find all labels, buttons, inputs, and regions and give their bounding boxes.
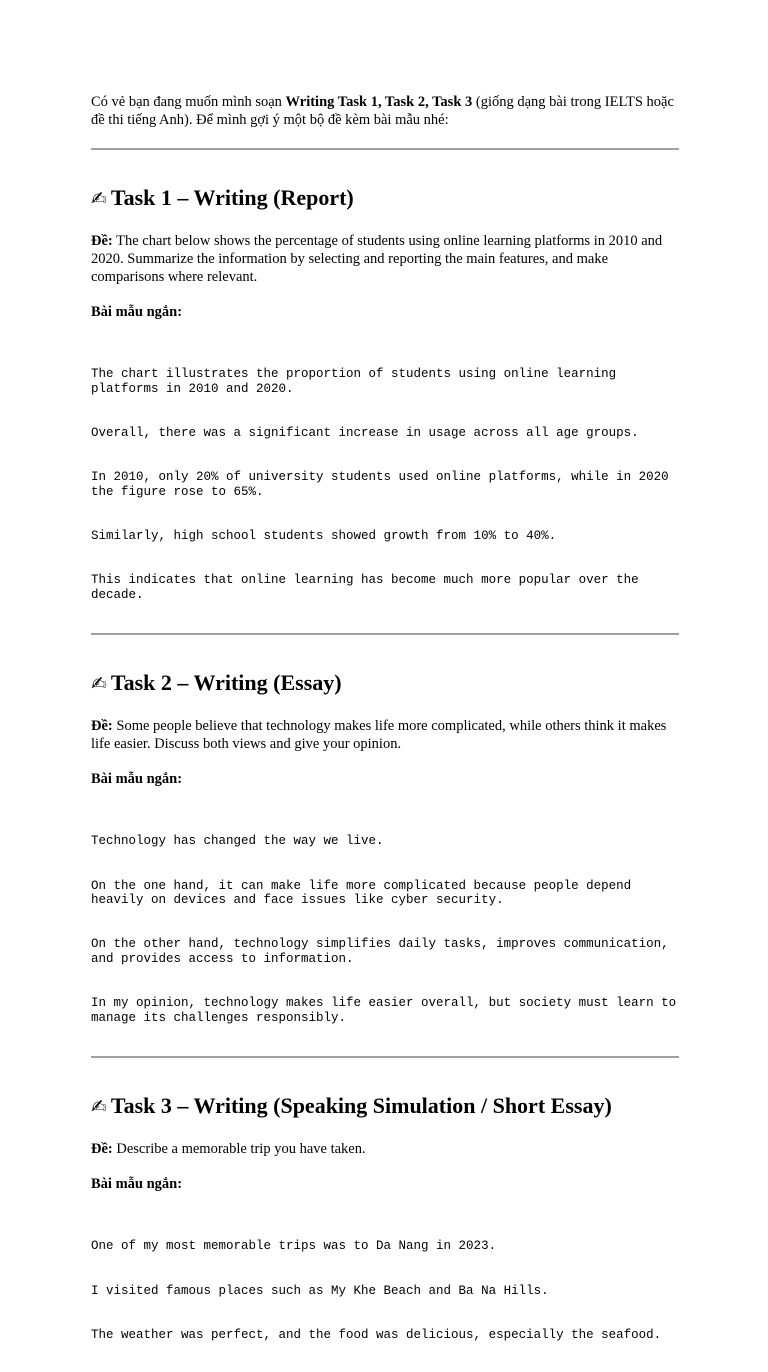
intro-text-end: (giống dạng bài trong IELTS hoặc đề thi tiếng Anh). Để mình gợi ý một bộ đề kèm bài mẫu nhé:: [91, 94, 674, 128]
writing-hand-icon: ✍: [91, 1096, 107, 1119]
sample-line: On the other hand, technology simplifies daily tasks, improves communication, and provides access to information.: [91, 937, 677, 967]
sample-line: This indicates that online learning has become much more popular over the decade.: [91, 573, 647, 602]
task-1-sample-label: Bài mẫu ngắn:: [91, 304, 183, 320]
sample-line: Technology has changed the way we live.: [91, 834, 384, 849]
task-3-prompt-text: Describe a memorable trip you have taken.: [116, 1141, 366, 1158]
horizontal-rule: [91, 148, 679, 150]
sample-line: In 2010, only 20% of university students used online platforms, while in 2020 the figure rose to 65%.: [91, 470, 677, 500]
task-3-heading: [91, 1093, 679, 1120]
task-2-heading: [91, 670, 679, 697]
task-3-title: Task 3 – Writing (Speaking Simulation / Short Essay): [110, 1093, 612, 1119]
task-2-sample-text: [91, 805, 684, 1055]
sample-line: I visited famous places such as My Khe Beach and Ba Na Hills.: [91, 1283, 549, 1298]
sample-line: The chart illustrates the proportion of students using online learning platforms in 2010 and 2020.: [91, 367, 624, 397]
task-3-prompt: [91, 1140, 679, 1158]
task-2-title: Task 2 – Writing (Essay): [110, 670, 342, 696]
task-3-sample-label: Bài mẫu ngắn:: [91, 1176, 183, 1193]
sample-line: The weather was perfect, and the food was delicious, especially the seafood.: [91, 1327, 662, 1342]
horizontal-rule: [91, 633, 679, 635]
writing-hand-icon: ✍: [91, 188, 107, 210]
intro-paragraph: [91, 93, 679, 129]
sample-line: One of my most memorable trips was to Da Nang in 2023.: [91, 1239, 497, 1254]
document-page: [91, 93, 684, 1372]
sample-line: Overall, there was a significant increase in usage across all age groups.: [91, 426, 639, 441]
task-2-prompt: [91, 717, 679, 753]
sample-line: Similarly, high school students showed growth from 10% to 40%.: [91, 529, 557, 544]
task-2-prompt-text: Some people believe that technology makes life more complicated, while others think it makes life easier. Discuss both views and give your opinion.: [91, 718, 667, 753]
sample-line: On the one hand, it can make life more complicated because people depend heavily on devices and face issues like cyber security.: [91, 878, 639, 908]
task-1-sample-text: [91, 338, 679, 632]
prompt-label: Đề:: [91, 1141, 113, 1158]
task-2-sample-label: Bài mẫu ngắn:: [91, 771, 183, 788]
task-1-prompt: [91, 232, 679, 286]
task-1-prompt-text: The chart below shows the percentage of students using online learning platforms in 2010 and 2020. Summarize the information by selecting and reporting the main features, and make comparisons where relevant.: [91, 233, 663, 285]
sample-line: In my opinion, technology makes life easier overall, but society must learn to manage its challenges responsibly.: [91, 996, 684, 1025]
intro-text-start: Có vẻ bạn đang muốn mình soạn: [91, 94, 286, 110]
prompt-label: Đề:: [91, 233, 113, 249]
intro-bold-text: Writing Task 1, Task 2, Task 3: [285, 94, 473, 110]
writing-hand-icon: ✍: [91, 673, 107, 696]
task-1-title: Task 1 – Writing (Report): [110, 185, 354, 210]
prompt-label: Đề:: [91, 718, 113, 735]
horizontal-rule: [91, 1056, 679, 1058]
task-1-heading: [91, 185, 679, 212]
task-3-sample-text: [91, 1210, 679, 1372]
